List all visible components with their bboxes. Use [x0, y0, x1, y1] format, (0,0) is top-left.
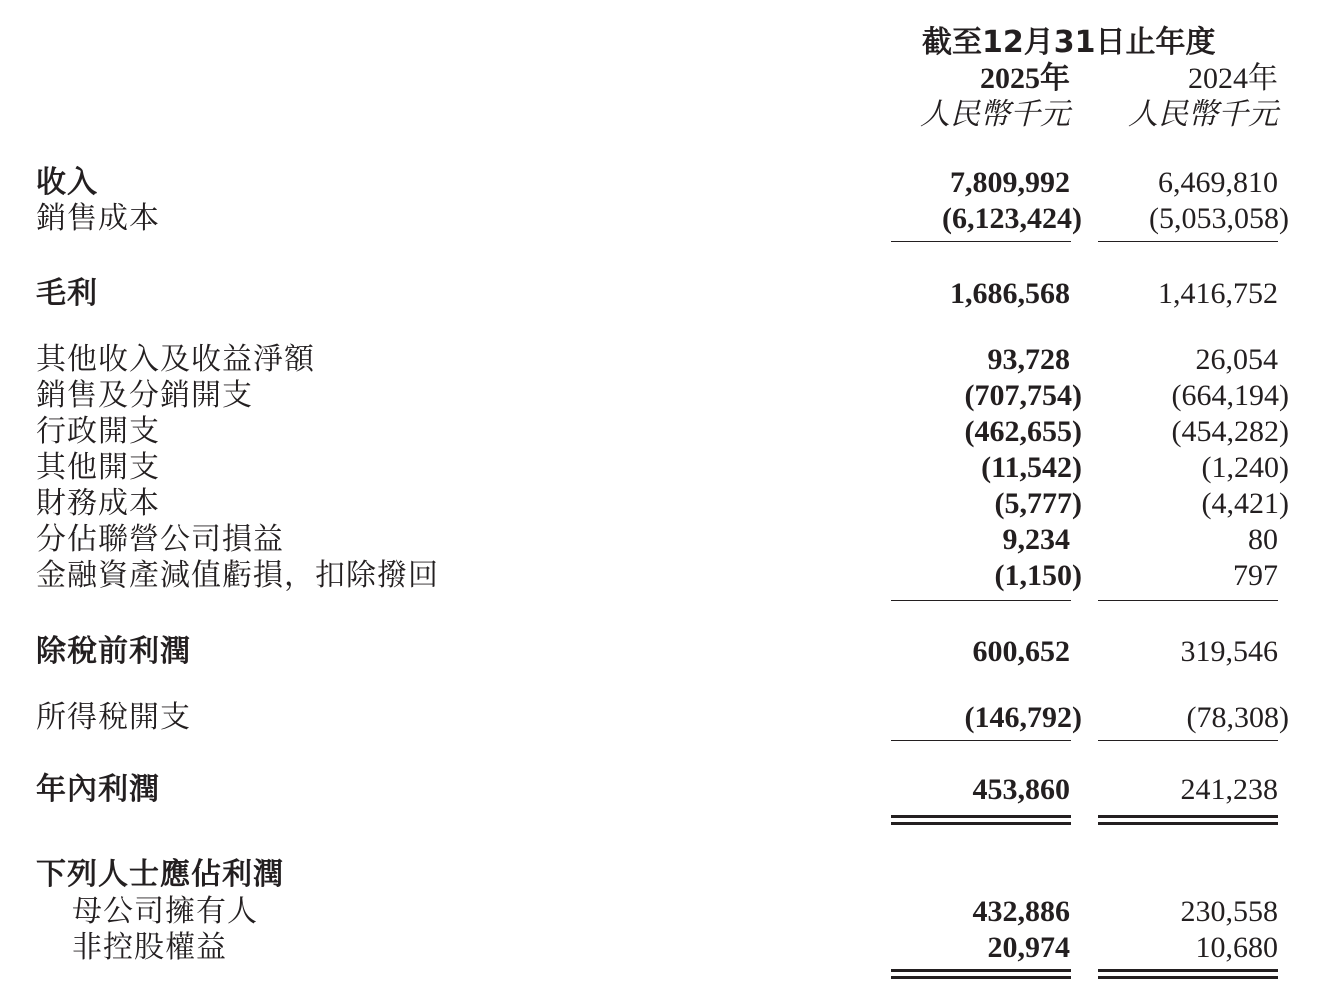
- value-2025: 9,234: [1002, 523, 1070, 556]
- value-2024: (5,053,058): [1149, 202, 1289, 235]
- unit-2025-heading: 人民幣千元: [920, 97, 1070, 132]
- row-label: 銷售及分銷開支: [36, 378, 253, 413]
- total-double-rule: [891, 969, 1071, 979]
- value-2025: (1,150): [994, 559, 1082, 592]
- value-2024: 80: [1248, 523, 1278, 556]
- row-label: 毛利: [36, 276, 98, 311]
- row-admin-expenses: [0, 414, 1342, 450]
- value-2025: 20,974: [987, 931, 1070, 964]
- row-label: 銷售成本: [36, 201, 160, 236]
- row-label: 金融資產減值虧損，扣除撥回: [36, 558, 439, 593]
- row-impairment: [0, 558, 1342, 594]
- total-double-rule: [1098, 815, 1278, 825]
- value-2024: (1,240): [1201, 451, 1289, 484]
- value-2025: (146,792): [964, 701, 1082, 734]
- row-label: 其他收入及收益淨額: [36, 342, 315, 377]
- year-2025-heading: 2025年: [980, 62, 1070, 95]
- row-selling-expenses: [0, 378, 1342, 414]
- row-revenue: [0, 165, 1342, 201]
- row-label: 所得稅開支: [36, 700, 191, 735]
- row-other-expenses: [0, 450, 1342, 486]
- row-label: 收入: [36, 165, 98, 200]
- row-owners-of-parent: [0, 894, 1342, 930]
- value-2025: 600,652: [972, 635, 1070, 668]
- row-non-controlling: [0, 930, 1342, 966]
- subtotal-rule: [1098, 241, 1278, 242]
- value-2025: (11,542): [981, 451, 1082, 484]
- row-income-tax: [0, 700, 1342, 736]
- value-2024: (664,194): [1171, 379, 1289, 412]
- year-2024-heading: 2024年: [1188, 62, 1278, 95]
- row-gross-profit: [0, 276, 1342, 312]
- value-2024: 241,238: [1180, 773, 1278, 806]
- value-2024: (4,421): [1201, 487, 1289, 520]
- row-attributable-heading: [0, 857, 1342, 893]
- value-2025: 93,728: [987, 343, 1070, 376]
- row-label: 除稅前利潤: [36, 634, 191, 669]
- value-2025: (462,655): [964, 415, 1082, 448]
- subtotal-rule: [891, 600, 1071, 601]
- period-heading: 截至12月31日止年度: [922, 25, 1216, 60]
- subtotal-rule: [891, 740, 1071, 741]
- value-2024: 319,546: [1180, 635, 1278, 668]
- value-2025: 432,886: [972, 895, 1070, 928]
- value-2025: (6,123,424): [942, 202, 1082, 235]
- row-finance-costs: [0, 486, 1342, 522]
- row-label: 行政開支: [36, 414, 160, 449]
- row-profit-for-year: [0, 772, 1342, 808]
- value-2024: 26,054: [1195, 343, 1278, 376]
- row-share-of-associates: [0, 522, 1342, 558]
- value-2025: (707,754): [964, 379, 1082, 412]
- value-2025: 453,860: [972, 773, 1070, 806]
- row-label: 年內利潤: [36, 772, 160, 807]
- row-label: 下列人士應佔利潤: [36, 857, 284, 892]
- subtotal-rule: [1098, 600, 1278, 601]
- value-2024: 1,416,752: [1158, 277, 1278, 310]
- value-2024: 10,680: [1195, 931, 1278, 964]
- row-profit-before-tax: [0, 634, 1342, 670]
- row-cost-of-sales: [0, 201, 1342, 237]
- row-other-income: [0, 342, 1342, 378]
- row-label: 非控股權益: [72, 930, 227, 965]
- value-2025: 1,686,568: [950, 277, 1070, 310]
- value-2025: (5,777): [994, 487, 1082, 520]
- subtotal-rule: [891, 241, 1071, 242]
- value-2024: (454,282): [1171, 415, 1289, 448]
- value-2024: 230,558: [1180, 895, 1278, 928]
- unit-2024-heading: 人民幣千元: [1128, 97, 1278, 132]
- value-2025: 7,809,992: [950, 166, 1070, 199]
- total-double-rule: [1098, 969, 1278, 979]
- row-label: 分佔聯營公司損益: [36, 522, 284, 557]
- row-label: 母公司擁有人: [72, 894, 258, 929]
- value-2024: (78,308): [1186, 701, 1289, 734]
- subtotal-rule: [1098, 740, 1278, 741]
- value-2024: 6,469,810: [1158, 166, 1278, 199]
- row-label: 其他開支: [36, 450, 160, 485]
- row-label: 財務成本: [36, 486, 160, 521]
- value-2024: 797: [1233, 559, 1278, 592]
- total-double-rule: [891, 815, 1071, 825]
